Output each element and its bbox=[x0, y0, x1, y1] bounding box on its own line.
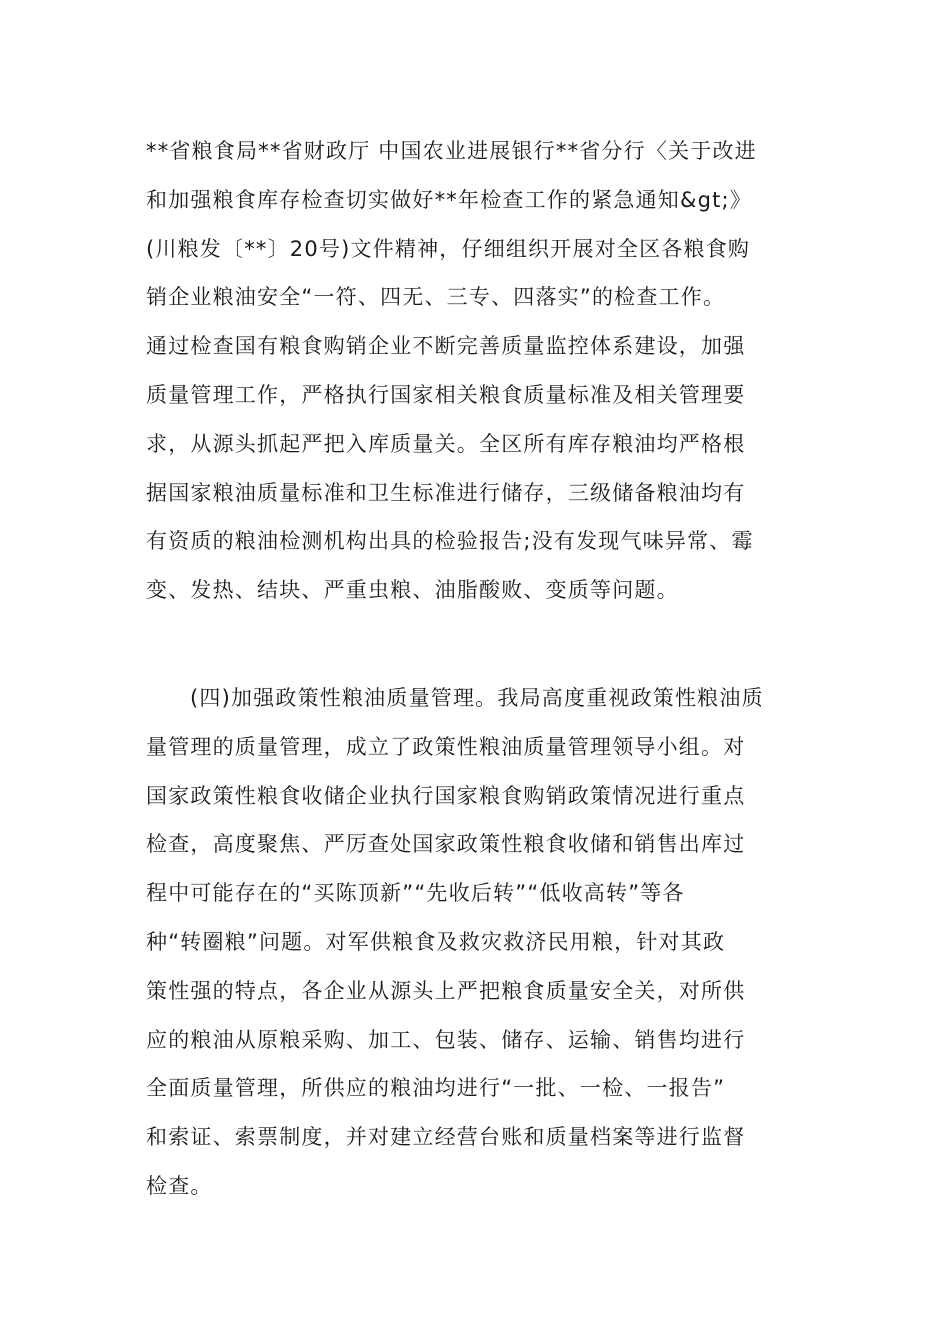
text-line: 策性强的特点，各企业从源头上严把粮食质量安全关，对所供 bbox=[146, 978, 746, 1003]
text-line: 全面质量管理，所供应的粮油均进行“一批、一检、一报告” bbox=[146, 1076, 726, 1101]
text-line: 程中可能存在的“买陈顶新”“先收后转”“低收高转”等各 bbox=[146, 881, 685, 906]
paragraph-policy-grain-quality bbox=[146, 674, 810, 1211]
text-line: 检查。 bbox=[146, 1173, 213, 1198]
text-line: 量管理的质量管理，成立了政策性粮油质量管理领导小组。对 bbox=[146, 734, 746, 759]
text-line: 据国家粮油质量标准和卫生标准进行储存，三级储备粮油均有 bbox=[146, 480, 746, 505]
text-line: 和索证、索票制度，并对建立经营台账和质量档案等进行监督 bbox=[146, 1125, 746, 1150]
text-line: 应的粮油从原粮采购、加工、包装、储存、运输、销售均进行 bbox=[146, 1027, 746, 1052]
text-line: 检查，高度聚焦、严厉查处国家政策性粮食收储和销售出库过 bbox=[146, 832, 746, 857]
text-line: 通过检查国有粮食购销企业不断完善质量监控体系建设，加强 bbox=[146, 334, 746, 359]
text-line: 质量管理工作，严格执行国家相关粮食质量标准及相关管理要 bbox=[146, 382, 746, 407]
text-line: 和加强粮食库存检查切实做好**年检查工作的紧急通知&gt;》 bbox=[146, 187, 753, 212]
text-line: 变、发热、结块、严重虫粮、油脂酸败、变质等问题。 bbox=[146, 578, 679, 603]
text-line: **省粮食局**省财政厅 中国农业进展银行**省分行〈关于改进 bbox=[146, 139, 757, 163]
text-line: 求，从源头抓起严把入库质量关。全区所有库存粮油均严格根 bbox=[146, 431, 746, 456]
text-line: 种“转圈粮”问题。对军供粮食及救灾救济民用粮，针对其政 bbox=[146, 929, 726, 954]
section-heading-line: (四)加强政策性粮油质量管理。我局高度重视政策性粮油质 bbox=[190, 686, 764, 710]
text-line: 有资质的粮油检测机构出具的检验报告;没有发现气味异常、霉 bbox=[146, 529, 754, 554]
text-line: 国家政策性粮食收储企业执行国家粮食购销政策情况进行重点 bbox=[146, 783, 746, 808]
text-line: (川粮发〔**〕20号)文件精神，仔细组织开展对全区各粮食购 bbox=[146, 236, 751, 261]
paragraph-inventory-inspection bbox=[146, 127, 810, 615]
text-line: 销企业粮油安全“一符、四无、三专、四落实”的检查工作。 bbox=[146, 285, 726, 310]
